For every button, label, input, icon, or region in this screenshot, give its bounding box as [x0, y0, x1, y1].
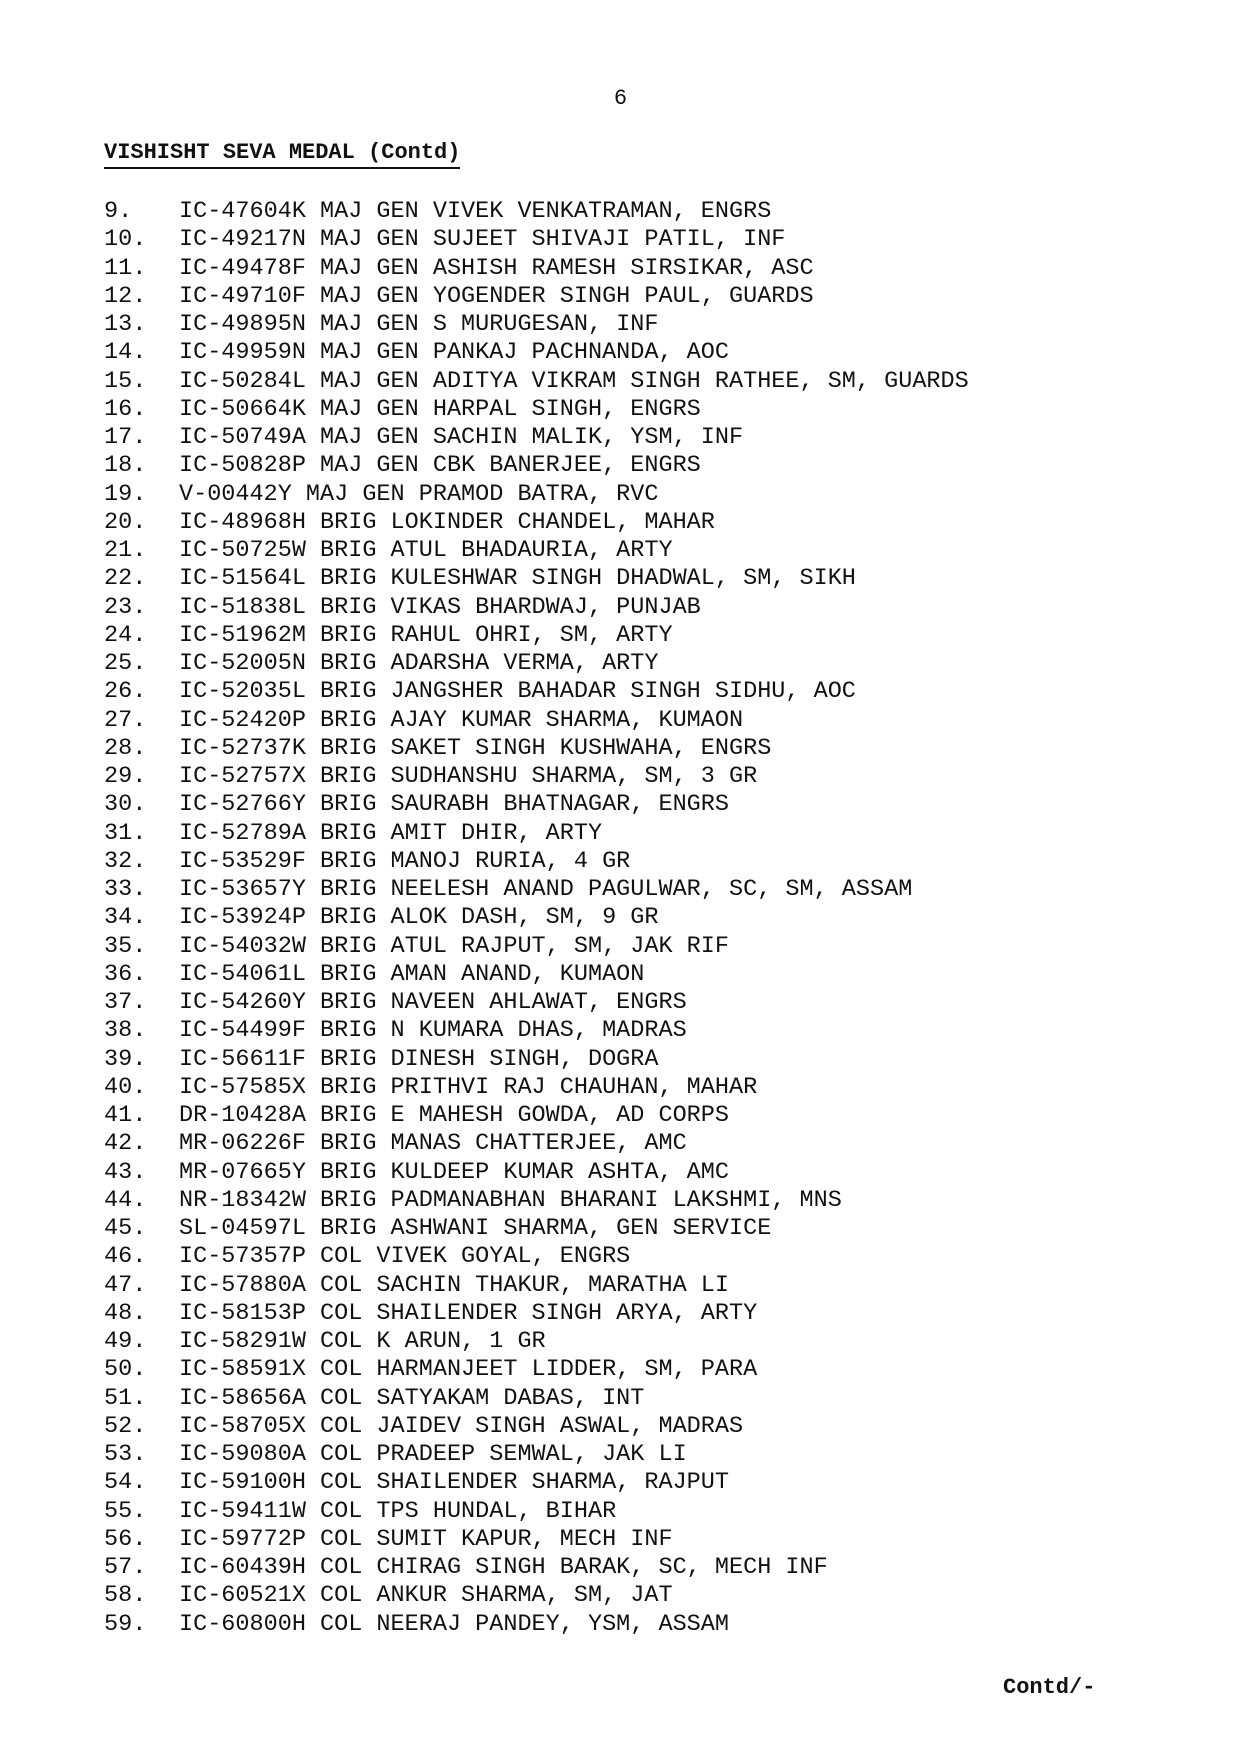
item-text: IC-50664K MAJ GEN HARPAL SINGH, ENGRS — [179, 395, 701, 423]
item-number: 56. — [104, 1525, 147, 1553]
list-item — [104, 1187, 969, 1215]
list-item — [104, 707, 969, 735]
item-number: 40. — [104, 1073, 147, 1101]
list-item — [104, 396, 969, 424]
item-number: 24. — [104, 621, 147, 649]
item-text: V-00442Y MAJ GEN PRAMOD BATRA, RVC — [179, 480, 659, 508]
list-item — [104, 1328, 969, 1356]
continued-label: Contd/- — [1003, 1675, 1096, 1700]
item-number: 15. — [104, 367, 147, 395]
item-text: SL-04597L BRIG ASHWANI SHARMA, GEN SERVICE — [179, 1215, 772, 1242]
item-text: MR-07665Y BRIG KULDEEP KUMAR ASHTA, AMC — [179, 1158, 729, 1186]
item-number: 36. — [104, 960, 147, 988]
item-text: NR-18342W BRIG PADMANABHAN BHARANI LAKSHMI, MNS — [179, 1186, 842, 1214]
item-text: IC-60439H COL CHIRAG SINGH BARAK, SC, MECH INF — [179, 1554, 828, 1581]
item-number: 27. — [104, 706, 147, 734]
item-number: 20. — [104, 508, 147, 536]
list-item — [104, 933, 969, 961]
item-number: 31. — [104, 819, 147, 847]
list-item — [104, 848, 969, 876]
item-text: IC-56611F BRIG DINESH SINGH, DOGRA — [179, 1045, 659, 1073]
list-item — [104, 1243, 969, 1271]
list-item — [104, 989, 969, 1017]
list-item — [104, 481, 969, 509]
item-number: 55. — [104, 1497, 147, 1525]
item-text: IC-57880A COL SACHIN THAKUR, MARATHA LI — [179, 1271, 729, 1299]
item-text: MR-06226F BRIG MANAS CHATTERJEE, AMC — [179, 1130, 687, 1158]
list-item — [104, 537, 969, 565]
list-item — [104, 1526, 969, 1554]
item-text: IC-59080A COL PRADEEP SEMWAL, JAK LI — [179, 1441, 687, 1468]
item-number: 39. — [104, 1045, 147, 1073]
item-number: 41. — [104, 1102, 147, 1129]
list-item — [104, 678, 969, 706]
item-number: 34. — [104, 904, 147, 932]
item-number: 44. — [104, 1186, 147, 1214]
list-item — [104, 735, 969, 763]
item-number: 16. — [104, 395, 147, 423]
item-text: IC-53529F BRIG MANOJ RURIA, 4 GR — [179, 847, 631, 875]
list-item — [104, 1300, 969, 1328]
list-item — [104, 961, 969, 989]
item-number: 45. — [104, 1215, 147, 1242]
item-number: 14. — [104, 339, 147, 367]
item-text: IC-54061L BRIG AMAN ANAND, KUMAON — [179, 960, 645, 988]
list-item — [104, 283, 969, 311]
list-item — [104, 1469, 969, 1497]
item-number: 12. — [104, 282, 147, 310]
list-item — [104, 791, 969, 819]
list-item — [104, 452, 969, 480]
list-item — [104, 1611, 969, 1639]
item-text: IC-49895N MAJ GEN S MURUGESAN, INF — [179, 311, 659, 338]
item-text: IC-58591X COL HARMANJEET LIDDER, SM, PARA — [179, 1356, 758, 1384]
list-item — [104, 339, 969, 367]
list-item — [104, 1356, 969, 1384]
list-item — [104, 594, 969, 622]
item-number: 47. — [104, 1271, 147, 1299]
list-item — [104, 255, 969, 283]
item-text: IC-59411W COL TPS HUNDAL, BIHAR — [179, 1497, 617, 1525]
list-item — [104, 650, 969, 678]
item-number: 54. — [104, 1469, 147, 1497]
item-number: 17. — [104, 424, 147, 451]
list-item — [104, 1046, 969, 1074]
list-item — [104, 226, 969, 254]
item-text: IC-48968H BRIG LOKINDER CHANDEL, MAHAR — [179, 508, 715, 536]
list-item — [104, 763, 969, 791]
item-number: 9. — [104, 198, 133, 225]
item-text: IC-54032W BRIG ATUL RAJPUT, SM, JAK RIF — [179, 932, 729, 960]
list-item — [104, 1130, 969, 1158]
item-text: IC-58291W COL K ARUN, 1 GR — [179, 1328, 546, 1355]
item-number: 25. — [104, 650, 147, 677]
item-text: IC-57357P COL VIVEK GOYAL, ENGRS — [179, 1243, 631, 1271]
list-item — [104, 1441, 969, 1469]
item-text: IC-51962M BRIG RAHUL OHRI, SM, ARTY — [179, 621, 673, 649]
item-number: 53. — [104, 1441, 147, 1468]
item-text: IC-52420P BRIG AJAY KUMAR SHARMA, KUMAON — [179, 706, 744, 734]
item-text: IC-60800H COL NEERAJ PANDEY, YSM, ASSAM — [179, 1610, 729, 1638]
item-text: IC-49710F MAJ GEN YOGENDER SINGH PAUL, GUARDS — [179, 282, 814, 310]
item-text: IC-60521X COL ANKUR SHARMA, SM, JAT — [179, 1582, 673, 1610]
list-item — [104, 311, 969, 339]
item-number: 28. — [104, 734, 147, 762]
item-text: IC-52005N BRIG ADARSHA VERMA, ARTY — [179, 650, 659, 677]
item-number: 50. — [104, 1356, 147, 1384]
item-number: 46. — [104, 1243, 147, 1271]
item-text: IC-52789A BRIG AMIT DHIR, ARTY — [179, 819, 603, 847]
item-text: IC-51564L BRIG KULESHWAR SINGH DHADWAL, SM, SIKH — [179, 565, 856, 593]
item-text: IC-50284L MAJ GEN ADITYA VIKRAM SINGH RATHEE, SM, GUARDS — [179, 367, 969, 395]
item-number: 52. — [104, 1412, 147, 1440]
list-item — [104, 1554, 969, 1582]
item-number: 13. — [104, 311, 147, 338]
item-text: IC-52737K BRIG SAKET SINGH KUSHWAHA, ENGRS — [179, 734, 772, 762]
item-number: 42. — [104, 1130, 147, 1158]
list-item — [104, 1272, 969, 1300]
item-number: 43. — [104, 1158, 147, 1186]
item-number: 32. — [104, 847, 147, 875]
item-text: IC-59772P COL SUMIT KAPUR, MECH INF — [179, 1525, 673, 1553]
item-number: 30. — [104, 791, 147, 819]
item-number: 58. — [104, 1582, 147, 1610]
item-text: IC-52757X BRIG SUDHANSHU SHARMA, SM, 3 GR — [179, 763, 758, 790]
item-number: 29. — [104, 763, 147, 790]
list-item — [104, 622, 969, 650]
list-item — [104, 1385, 969, 1413]
list-item — [104, 1498, 969, 1526]
list-item — [104, 1215, 969, 1243]
item-text: IC-52035L BRIG JANGSHER BAHADAR SINGH SIDHU, AOC — [179, 678, 856, 706]
item-number: 57. — [104, 1554, 147, 1581]
list-item — [104, 904, 969, 932]
list-item — [104, 1017, 969, 1045]
item-number: 11. — [104, 254, 147, 282]
item-text: IC-57585X BRIG PRITHVI RAJ CHAUHAN, MAHAR — [179, 1073, 758, 1101]
item-text: IC-54260Y BRIG NAVEEN AHLAWAT, ENGRS — [179, 989, 687, 1016]
list-item — [104, 424, 969, 452]
item-text: IC-54499F BRIG N KUMARA DHAS, MADRAS — [179, 1017, 687, 1045]
list-item — [104, 198, 969, 226]
item-number: 21. — [104, 537, 147, 564]
page-number: 6 — [613, 86, 628, 111]
item-text: IC-59100H COL SHAILENDER SHARMA, RAJPUT — [179, 1469, 729, 1497]
item-text: IC-47604K MAJ GEN VIVEK VENKATRAMAN, ENGRS — [179, 198, 772, 225]
item-number: 37. — [104, 989, 147, 1016]
item-text: IC-51838L BRIG VIKAS BHARDWAJ, PUNJAB — [179, 593, 701, 621]
item-text: IC-58656A COL SATYAKAM DABAS, INT — [179, 1384, 645, 1412]
item-number: 19. — [104, 480, 147, 508]
item-number: 18. — [104, 452, 147, 480]
item-text: IC-49959N MAJ GEN PANKAJ PACHNANDA, AOC — [179, 339, 729, 367]
item-number: 23. — [104, 593, 147, 621]
item-number: 48. — [104, 1299, 147, 1327]
item-text: IC-50749A MAJ GEN SACHIN MALIK, YSM, INF — [179, 424, 744, 451]
item-number: 59. — [104, 1610, 147, 1638]
list-item — [104, 509, 969, 537]
section-heading: VISHISHT SEVA MEDAL (Contd) — [104, 140, 460, 169]
item-text: IC-53924P BRIG ALOK DASH, SM, 9 GR — [179, 904, 659, 932]
item-number: 10. — [104, 226, 147, 254]
list-item — [104, 565, 969, 593]
list-item — [104, 1413, 969, 1441]
item-text: IC-58153P COL SHAILENDER SINGH ARYA, ARTY — [179, 1299, 758, 1327]
list-item — [104, 368, 969, 396]
award-list — [104, 198, 969, 1639]
item-number: 22. — [104, 565, 147, 593]
list-item — [104, 1074, 969, 1102]
item-text: IC-52766Y BRIG SAURABH BHATNAGAR, ENGRS — [179, 791, 729, 819]
item-number: 26. — [104, 678, 147, 706]
item-text: IC-58705X COL JAIDEV SINGH ASWAL, MADRAS — [179, 1412, 744, 1440]
list-item — [104, 820, 969, 848]
item-text: IC-49217N MAJ GEN SUJEET SHIVAJI PATIL, INF — [179, 226, 786, 254]
list-item — [104, 1102, 969, 1130]
item-text: IC-49478F MAJ GEN ASHISH RAMESH SIRSIKAR, ASC — [179, 254, 814, 282]
item-text: IC-50828P MAJ GEN CBK BANERJEE, ENGRS — [179, 452, 701, 480]
item-number: 35. — [104, 932, 147, 960]
item-text: IC-53657Y BRIG NEELESH ANAND PAGULWAR, SC, SM, ASSAM — [179, 876, 913, 903]
list-item — [104, 1159, 969, 1187]
item-number: 49. — [104, 1328, 147, 1355]
item-number: 33. — [104, 876, 147, 903]
list-item — [104, 876, 969, 904]
item-text: DR-10428A BRIG E MAHESH GOWDA, AD CORPS — [179, 1102, 729, 1129]
item-text: IC-50725W BRIG ATUL BHADAURIA, ARTY — [179, 537, 673, 564]
item-number: 38. — [104, 1017, 147, 1045]
item-number: 51. — [104, 1384, 147, 1412]
list-item — [104, 1582, 969, 1610]
